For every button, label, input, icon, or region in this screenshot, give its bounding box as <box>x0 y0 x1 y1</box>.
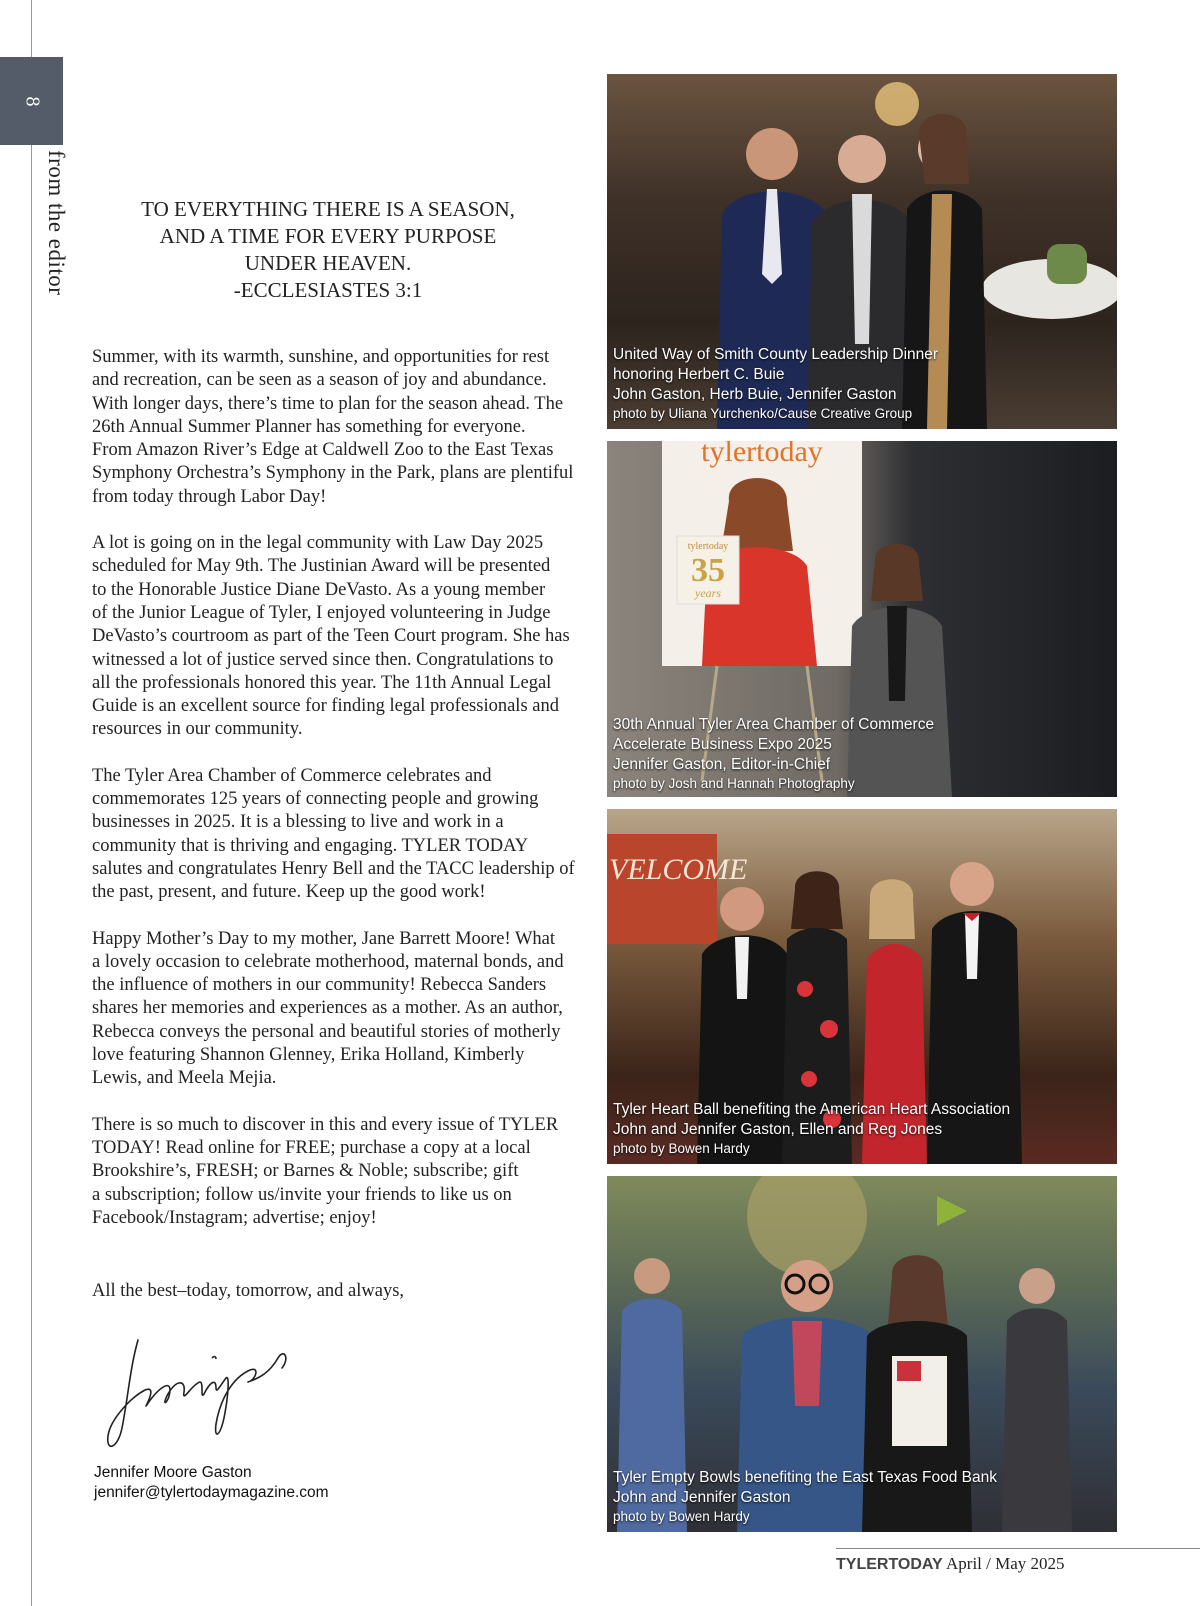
caption-line: John and Jennifer Gaston <box>613 1489 791 1506</box>
footer-issue: April / May 2025 <box>946 1554 1065 1573</box>
caption-line: 30th Annual Tyler Area Chamber of Commerce <box>613 716 935 733</box>
quote-line: -ECCLESIASTES 3:1 <box>233 278 423 302</box>
body-paragraph: Summer, with its warmth, sunshine, and opportunities for rest and recreation, can be seen as a season of joy and abundance. With longer days, there’s time to plan for the season ahead. The 26th Annual Summer Planner has something for everyone. From Amazon River’s Edge at Caldwell Zoo to the East Texas Symphony Orchestra’s Symphony in the Park, plans are plentiful from today through Labor Day! <box>92 347 574 507</box>
signature-image <box>100 1328 300 1458</box>
left-margin-rule <box>31 0 32 1606</box>
quote-line: TO EVERYTHING THERE IS A SEASON, <box>141 197 515 221</box>
footer-brand: TYLERTODAY <box>836 1556 943 1573</box>
caption-line: John Gaston, Herb Buie, Jennifer Gaston <box>613 386 897 403</box>
caption-line: United Way of Smith County Leadership Dinner <box>613 346 939 363</box>
photo-caption <box>613 715 1111 793</box>
signer-name: Jennifer Moore Gaston <box>94 1464 252 1481</box>
section-label: from the editor <box>44 150 69 296</box>
caption-line: Tyler Empty Bowls benefiting the East Texas Food Bank <box>613 1469 997 1486</box>
epigraph-quote <box>108 196 548 304</box>
welcome-sign-text: VELCOME <box>609 853 748 886</box>
cover-masthead: tylertoday <box>701 441 823 468</box>
photo-credit: photo by Josh and Hannah Photography <box>613 776 855 791</box>
caption-line: John and Jennifer Gaston, Ellen and Reg Jones <box>613 1121 943 1138</box>
photo-caption <box>613 345 1111 423</box>
photo-credit: photo by Bowen Hardy <box>613 1509 750 1524</box>
body-paragraph: The Tyler Area Chamber of Commerce celebrates and commemorates 125 years of connecting people and growing businesses in 2025. It is a blessing to live and work in a community that is thriving and engaging. TYLER TODAY salutes and congratulates Henry Bell and the TACC leadership of the past, present, and future. Keep up the good work! <box>92 765 575 903</box>
page-number: 8 <box>21 96 43 106</box>
closing-line: All the best–today, tomorrow, and always, <box>92 1281 405 1301</box>
signer-block <box>94 1463 329 1503</box>
caption-line: Accelerate Business Expo 2025 <box>613 736 832 753</box>
photo-empty-bowls <box>607 1176 1117 1532</box>
photo-caption <box>613 1468 1111 1526</box>
body-paragraph: There is so much to discover in this and every issue of TYLER TODAY! Read online for FREE; purchase a copy at a local Brookshire’s, FRESH; or Barnes & Noble; subscribe; gift a subscription; follow us/invite your friends to like us on Facebook/Instagram; advertise; enjoy! <box>92 1114 559 1228</box>
footer-rule <box>836 1548 1200 1549</box>
photo-heart-ball <box>607 809 1117 1164</box>
photo-credit: photo by Bowen Hardy <box>613 1141 750 1156</box>
quote-line: AND A TIME FOR EVERY PURPOSE <box>159 224 497 248</box>
caption-line: Tyler Heart Ball benefiting the American Heart Association <box>613 1101 1011 1118</box>
photo-credit: photo by Uliana Yurchenko/Cause Creative Group <box>613 406 913 421</box>
cover-small-brand: tylertoday <box>687 541 729 552</box>
caption-line: honoring Herbert C. Buie <box>613 366 785 383</box>
page-number-tab <box>0 57 63 145</box>
body-paragraph: A lot is going on in the legal community with Law Day 2025 scheduled for May 9th. The Justinian Award will be presented to the Honorable Justice Diane DeVasto. As a young member of the Junior League of Tyler, I enjoyed volunteering in Judge DeVasto’s courtroom as part of the Teen Court program. She has witnessed a lot of justice served since then. Congratulations to all the professionals honored this year. The 11th Annual Legal Guide is an excellent source for finding legal professionals and resources in our community. <box>92 533 570 740</box>
page-footer <box>836 1554 1065 1574</box>
photo-leadership-dinner <box>607 74 1117 429</box>
body-paragraph: Happy Mother’s Day to my mother, Jane Barrett Moore! What a lovely occasion to celebrate motherhood, maternal bonds, and the influence of mothers in our community! Rebecca Sanders shares her memories and experiences as a mother. As an author, Rebecca conveys the personal and beautiful stories of motherly love featuring Shannon Glenney, Erika Holland, Kimberly Lewis, and Meela Mejia. <box>92 928 564 1089</box>
editor-letter-body <box>92 346 577 1253</box>
cover-years: years <box>695 586 721 600</box>
caption-line: Jennifer Gaston, Editor-in-Chief <box>613 756 831 773</box>
photo-caption <box>613 1100 1111 1158</box>
signer-email[interactable]: jennifer@tylertodaymagazine.com <box>94 1484 329 1501</box>
cover-number: 35 <box>691 552 725 589</box>
quote-line: UNDER HEAVEN. <box>244 251 412 275</box>
photo-business-expo <box>607 441 1117 797</box>
